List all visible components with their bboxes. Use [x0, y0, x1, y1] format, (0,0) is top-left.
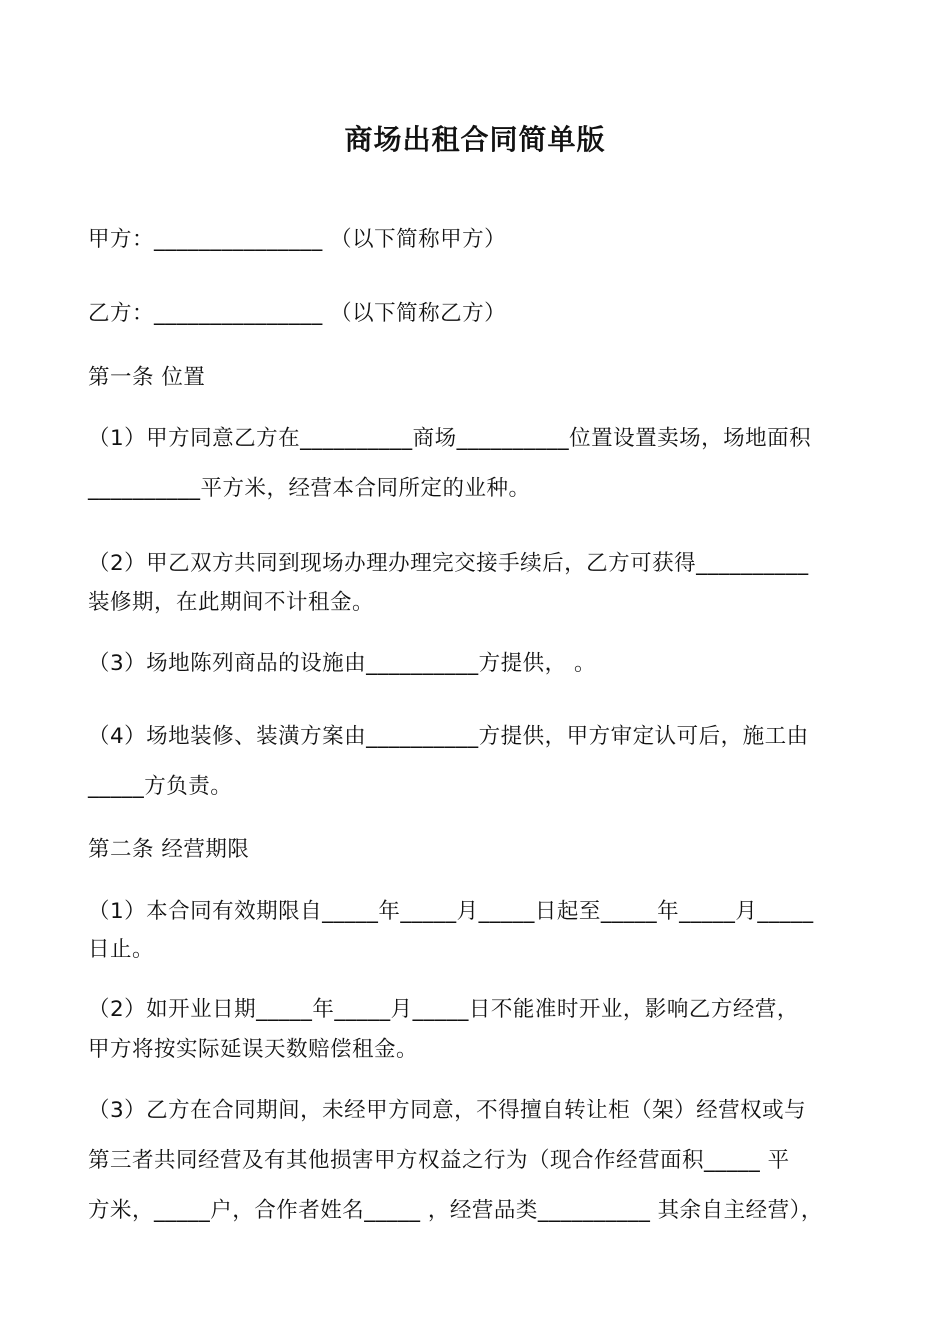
- article-1-item-1-line-1: （1）甲方同意乙方在__________商场__________位置设置卖场，场地面积: [88, 426, 812, 451]
- article-1-item-2-line-2: 装修期，在此期间不计租金。: [88, 590, 375, 615]
- article-1-item-1-line-2: __________平方米，经营本合同所定的业种。: [88, 476, 531, 501]
- article-1-item-4-line-1: （4）场地装修、装潢方案由__________方提供，甲方审定认可后，施工由: [88, 724, 809, 749]
- article-2-item-3-line-2: 第三者共同经营及有其他损害甲方权益之行为（现合作经营面积_____ 平: [88, 1148, 790, 1173]
- article-2-item-3-line-1: （3）乙方在合同期间，未经甲方同意，不得擅自转让柜（架）经营权或与: [88, 1098, 807, 1123]
- document-title: 商场出租合同简单版: [344, 123, 606, 156]
- article-2-item-2-line-2: 甲方将按实际延误天数赔偿租金。: [88, 1037, 419, 1062]
- party-a-line: 甲方：_______________ （以下简称甲方）: [88, 227, 507, 252]
- article-2-item-1-line-1: （1）本合同有效期限自_____年_____月_____日起至_____年_____月_____: [88, 899, 814, 924]
- article-2-heading: 第二条 经营期限: [88, 837, 250, 862]
- article-2-item-2-line-1: （2）如开业日期_____年_____月_____日不能准时开业，影响乙方经营，: [88, 997, 799, 1022]
- party-b-line: 乙方：_______________ （以下简称乙方）: [88, 301, 507, 326]
- article-1-heading: 第一条 位置: [88, 365, 206, 390]
- article-1-item-4-line-2: _____方负责。: [88, 774, 233, 799]
- article-2-item-1-line-2: 日止。: [88, 937, 155, 962]
- article-2-item-3-line-3: 方米，_____户，合作者姓名_____ ，经营品类__________ 其余自主经营），: [88, 1198, 823, 1223]
- article-1-item-2-line-1: （2）甲乙双方共同到现场办理办理完交接手续后，乙方可获得__________: [88, 551, 809, 576]
- article-1-item-3: （3）场地陈列商品的设施由__________方提供， 。: [88, 651, 597, 676]
